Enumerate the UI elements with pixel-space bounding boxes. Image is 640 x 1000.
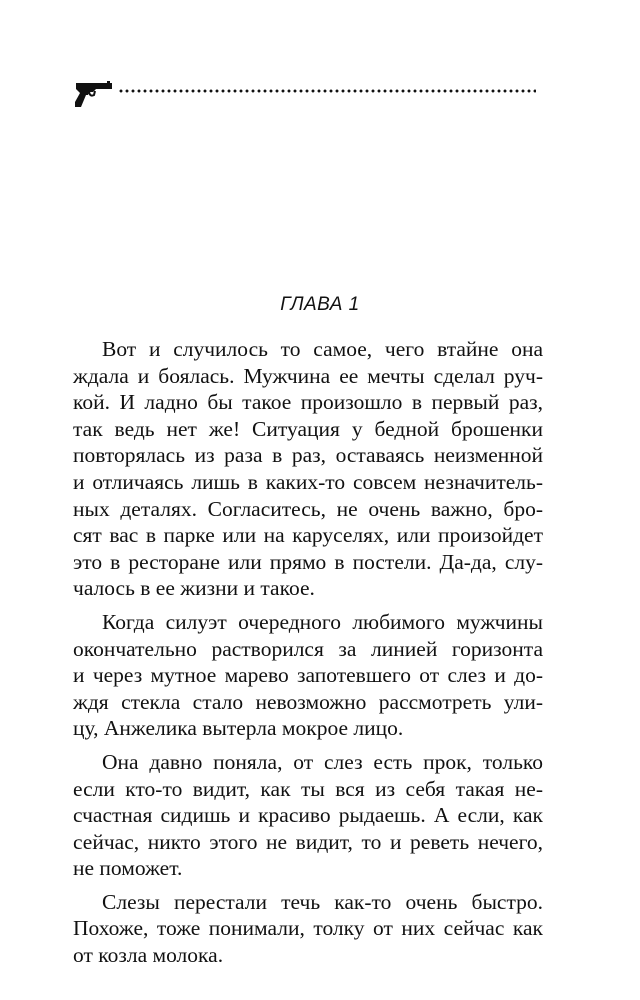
text-line: счастная сидишь и красиво рыдаешь. А если, как — [73, 803, 543, 828]
chapter-title: ГЛАВА 1 — [280, 294, 360, 315]
paragraph — [73, 336, 543, 602]
text-line: и через мутное марево запотевшего от слез и до- — [73, 663, 543, 688]
text-line: ных деталях. Согласитесь, не очень важно, бро- — [73, 496, 543, 521]
text-line: так ведь нет же! Ситуация у бедной брошенки — [73, 416, 543, 441]
text-line: Слезы перестали течь как-то очень быстро. — [102, 889, 543, 914]
text-line: сят вас в парке или на каруселях, или произойдет — [73, 523, 543, 548]
text-line: цу, Анжелика вытерла мокрое лицо. — [73, 716, 404, 741]
text-line: Вот и случилось то самое, чего втайне она — [102, 337, 543, 361]
text-line: сейчас, никто этого не видит, то и реветь нечего, — [73, 829, 543, 854]
text-line: от козла молока. — [73, 943, 224, 968]
header-ornament — [74, 80, 544, 110]
text-line: чалось в ее жизни и такое. — [73, 576, 315, 601]
text-line: если кто-то видит, как ты вся из себя такая не- — [73, 776, 543, 801]
text-line: это в ресторане или прямо в постели. Да-да, слу- — [73, 549, 543, 574]
text-line: кой. И ладно бы такое произошло в первый раз, — [73, 390, 543, 415]
text-line: Она давно поняла, от слез есть прок, только — [102, 749, 543, 774]
text-line: ждя стекла стало невозможно рассмотреть ули- — [73, 689, 543, 714]
text-line: повторялась из раза в раз, оставаясь неизменной — [73, 443, 543, 468]
paragraph — [73, 889, 543, 969]
text-line: Когда силуэт очередного любимого мужчины — [102, 609, 543, 634]
body-text — [73, 336, 543, 976]
pistol-icon — [74, 80, 114, 108]
paragraph — [73, 609, 543, 742]
paragraph — [73, 749, 543, 882]
text-line: окончательно растворился за линией горизонта — [73, 636, 543, 661]
text-line: Похоже, тоже понимали, толку от них сейчас как — [73, 916, 543, 941]
text-line: не поможет. — [73, 856, 183, 881]
text-line: ждала и боялась. Мужчина ее мечты сделал руч- — [73, 363, 543, 388]
text-line: и отличаясь лишь в каких-то совсем незначитель- — [73, 469, 543, 494]
dotted-rule — [118, 89, 536, 93]
